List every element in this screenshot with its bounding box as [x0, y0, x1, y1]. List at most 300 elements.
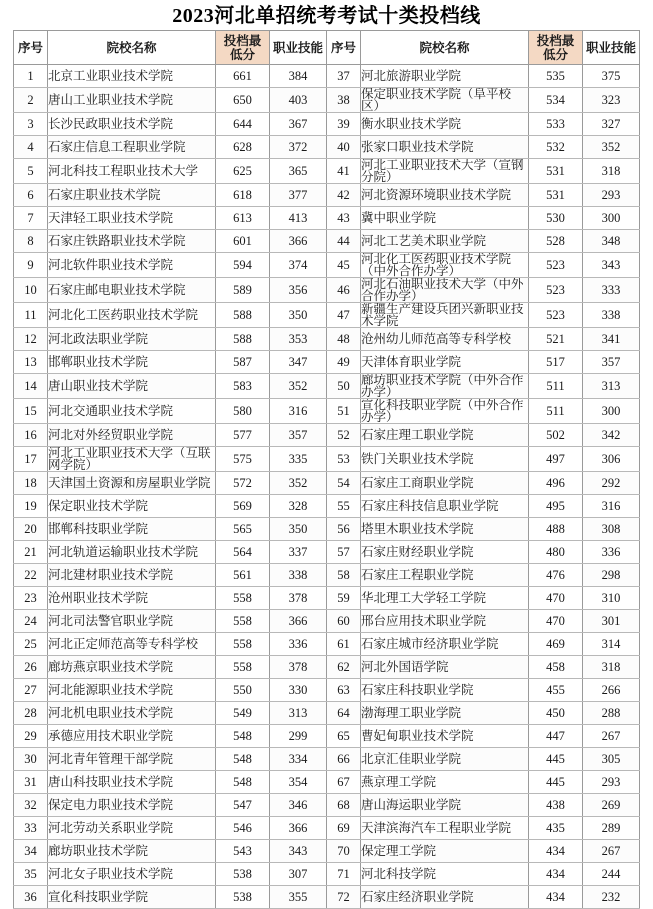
row-seq-right: 48: [327, 328, 361, 351]
row-skill-right: 292: [583, 472, 640, 495]
row-score-left: 594: [216, 253, 270, 278]
admission-score-table: [13, 30, 640, 909]
row-seq-right: 49: [327, 351, 361, 374]
row-seq-right: 52: [327, 424, 361, 447]
row-score-right: 523: [529, 253, 583, 278]
row-score-right: 496: [529, 472, 583, 495]
row-name-right: 河北化工医药职业技术学院（中外合作办学）: [361, 253, 529, 278]
row-seq-right: 50: [327, 374, 361, 399]
row-score-left: 661: [216, 65, 270, 88]
table-row: [14, 447, 640, 472]
row-score-right: 531: [529, 159, 583, 184]
row-seq-left: 6: [14, 184, 48, 207]
row-name-left: 石家庄信息工程职业学院: [48, 136, 216, 159]
row-skill-right: 357: [583, 351, 640, 374]
row-score-right: 511: [529, 399, 583, 424]
row-seq-right: 42: [327, 184, 361, 207]
row-skill-left: 367: [270, 113, 327, 136]
row-seq-right: 68: [327, 794, 361, 817]
row-name-left: 河北化工医药职业技术学院: [48, 303, 216, 328]
row-seq-left: 5: [14, 159, 48, 184]
header-skill-left: 职业技能: [270, 31, 327, 65]
row-skill-left: 316: [270, 399, 327, 424]
table-row: [14, 113, 640, 136]
row-seq-right: 53: [327, 447, 361, 472]
row-score-left: 564: [216, 541, 270, 564]
table-body: [14, 65, 640, 909]
row-seq-right: 37: [327, 65, 361, 88]
row-skill-right: 310: [583, 587, 640, 610]
row-name-left: 天津国土资源和房屋职业学院: [48, 472, 216, 495]
header-name-left: 院校名称: [48, 31, 216, 65]
row-name-right: 北京汇佳职业学院: [361, 748, 529, 771]
row-seq-left: 8: [14, 230, 48, 253]
table-row: [14, 303, 640, 328]
row-seq-left: 19: [14, 495, 48, 518]
row-name-left: 廊坊燕京职业技术学院: [48, 656, 216, 679]
row-name-left: 唐山工业职业技术学院: [48, 88, 216, 113]
row-score-left: 575: [216, 447, 270, 472]
row-name-left: 保定职业技术学院: [48, 495, 216, 518]
row-name-right: 石家庄理工职业学院: [361, 424, 529, 447]
table-row: [14, 351, 640, 374]
row-skill-right: 266: [583, 679, 640, 702]
row-skill-left: 334: [270, 748, 327, 771]
row-name-right: 石家庄经济职业学院: [361, 886, 529, 909]
row-skill-left: 365: [270, 159, 327, 184]
row-score-right: 511: [529, 374, 583, 399]
row-name-right: 曹妃甸职业技术学院: [361, 725, 529, 748]
row-score-right: 534: [529, 88, 583, 113]
row-seq-right: 46: [327, 278, 361, 303]
row-seq-right: 59: [327, 587, 361, 610]
row-seq-left: 11: [14, 303, 48, 328]
row-score-right: 517: [529, 351, 583, 374]
row-name-left: 河北能源职业技术学院: [48, 679, 216, 702]
table-row: [14, 253, 640, 278]
row-name-right: 保定理工学院: [361, 840, 529, 863]
row-score-right: 531: [529, 184, 583, 207]
row-score-left: 558: [216, 656, 270, 679]
row-seq-right: 72: [327, 886, 361, 909]
row-score-right: 470: [529, 587, 583, 610]
row-seq-left: 22: [14, 564, 48, 587]
row-name-left: 廊坊职业技术学院: [48, 840, 216, 863]
row-seq-right: 65: [327, 725, 361, 748]
row-name-left: 石家庄职业技术学院: [48, 184, 216, 207]
row-score-left: 613: [216, 207, 270, 230]
row-skill-right: 323: [583, 88, 640, 113]
table-row: [14, 184, 640, 207]
row-name-right: 保定职业技术学院（阜平校区）: [361, 88, 529, 113]
row-score-right: 521: [529, 328, 583, 351]
row-name-left: 沧州职业技术学院: [48, 587, 216, 610]
header-score-left-line2: 低分: [229, 47, 255, 62]
row-skill-right: 308: [583, 518, 640, 541]
row-name-right: 河北科技学院: [361, 863, 529, 886]
row-seq-right: 69: [327, 817, 361, 840]
row-skill-left: 357: [270, 424, 327, 447]
row-name-right: 冀中职业学院: [361, 207, 529, 230]
row-name-left: 河北政法职业学院: [48, 328, 216, 351]
row-seq-left: 4: [14, 136, 48, 159]
row-skill-right: 267: [583, 725, 640, 748]
row-score-right: 445: [529, 748, 583, 771]
row-name-right: 河北旅游职业学院: [361, 65, 529, 88]
score-table-container: [13, 30, 640, 909]
table-row: [14, 771, 640, 794]
page-title: 2023河北单招统考考试十类投档线: [172, 5, 481, 27]
row-skill-left: 403: [270, 88, 327, 113]
row-seq-right: 45: [327, 253, 361, 278]
row-skill-left: 350: [270, 518, 327, 541]
row-skill-left: 313: [270, 702, 327, 725]
row-skill-left: 330: [270, 679, 327, 702]
row-skill-right: 306: [583, 447, 640, 472]
table-row: [14, 230, 640, 253]
row-skill-left: 337: [270, 541, 327, 564]
row-seq-left: 32: [14, 794, 48, 817]
row-seq-left: 1: [14, 65, 48, 88]
row-skill-right: 269: [583, 794, 640, 817]
row-skill-left: 377: [270, 184, 327, 207]
row-score-left: 549: [216, 702, 270, 725]
table-row: [14, 518, 640, 541]
header-skill-right: 职业技能: [583, 31, 640, 65]
row-skill-right: 327: [583, 113, 640, 136]
row-score-left: 548: [216, 748, 270, 771]
row-name-right: 廊坊职业技术学院（中外合作办学）: [361, 374, 529, 399]
row-skill-left: 335: [270, 447, 327, 472]
row-seq-left: 34: [14, 840, 48, 863]
row-name-right: 张家口职业技术学院: [361, 136, 529, 159]
row-skill-left: 384: [270, 65, 327, 88]
table-row: [14, 702, 640, 725]
row-score-left: 601: [216, 230, 270, 253]
row-seq-right: 70: [327, 840, 361, 863]
row-name-left: 河北软件职业技术学院: [48, 253, 216, 278]
row-score-right: 528: [529, 230, 583, 253]
row-skill-right: 314: [583, 633, 640, 656]
row-name-right: 河北石油职业技术大学（中外合作办学）: [361, 278, 529, 303]
row-seq-left: 12: [14, 328, 48, 351]
table-row: [14, 495, 640, 518]
row-skill-right: 244: [583, 863, 640, 886]
row-name-right: 天津滨海汽车工程职业学院: [361, 817, 529, 840]
row-score-right: 480: [529, 541, 583, 564]
row-skill-right: 298: [583, 564, 640, 587]
row-skill-right: 288: [583, 702, 640, 725]
row-score-left: 588: [216, 303, 270, 328]
row-skill-left: 346: [270, 794, 327, 817]
row-score-left: 550: [216, 679, 270, 702]
row-seq-left: 21: [14, 541, 48, 564]
row-seq-left: 17: [14, 447, 48, 472]
row-seq-left: 25: [14, 633, 48, 656]
row-name-right: 新疆生产建设兵团兴新职业技术学院: [361, 303, 529, 328]
row-score-left: 650: [216, 88, 270, 113]
row-seq-left: 28: [14, 702, 48, 725]
row-name-right: 石家庄城市经济职业学院: [361, 633, 529, 656]
row-score-right: 530: [529, 207, 583, 230]
row-name-right: 塔里木职业技术学院: [361, 518, 529, 541]
row-score-left: 565: [216, 518, 270, 541]
row-seq-right: 43: [327, 207, 361, 230]
row-seq-left: 35: [14, 863, 48, 886]
row-seq-left: 30: [14, 748, 48, 771]
row-score-right: 434: [529, 840, 583, 863]
row-seq-right: 55: [327, 495, 361, 518]
row-score-left: 618: [216, 184, 270, 207]
row-name-left: 河北劳动关系职业学院: [48, 817, 216, 840]
row-name-left: 河北机电职业技术学院: [48, 702, 216, 725]
row-seq-right: 62: [327, 656, 361, 679]
row-skill-right: 316: [583, 495, 640, 518]
table-row: [14, 159, 640, 184]
row-score-left: 547: [216, 794, 270, 817]
row-seq-left: 2: [14, 88, 48, 113]
row-seq-left: 15: [14, 399, 48, 424]
table-row: [14, 136, 640, 159]
row-seq-right: 56: [327, 518, 361, 541]
row-skill-right: 318: [583, 656, 640, 679]
row-score-left: 577: [216, 424, 270, 447]
row-score-right: 470: [529, 610, 583, 633]
header-seq-right: 序号: [327, 31, 361, 65]
row-seq-right: 40: [327, 136, 361, 159]
row-skill-left: 343: [270, 840, 327, 863]
row-score-left: 558: [216, 587, 270, 610]
row-name-left: 北京工业职业技术学院: [48, 65, 216, 88]
row-name-left: 保定电力职业技术学院: [48, 794, 216, 817]
row-name-right: 渤海理工职业学院: [361, 702, 529, 725]
table-row: [14, 794, 640, 817]
row-skill-right: 300: [583, 207, 640, 230]
row-score-left: 625: [216, 159, 270, 184]
row-name-left: 邯郸科技职业学院: [48, 518, 216, 541]
row-name-left: 唐山职业技术学院: [48, 374, 216, 399]
header-score-right-line2: 低分: [542, 47, 568, 62]
row-skill-left: 366: [270, 817, 327, 840]
row-score-left: 546: [216, 817, 270, 840]
row-score-left: 548: [216, 725, 270, 748]
table-row: [14, 424, 640, 447]
row-skill-right: 342: [583, 424, 640, 447]
row-score-right: 502: [529, 424, 583, 447]
row-score-right: 434: [529, 863, 583, 886]
row-score-left: 558: [216, 610, 270, 633]
row-name-right: 铁门关职业技术学院: [361, 447, 529, 472]
row-score-right: 469: [529, 633, 583, 656]
row-skill-right: 338: [583, 303, 640, 328]
row-name-right: 石家庄工商职业学院: [361, 472, 529, 495]
row-skill-left: 350: [270, 303, 327, 328]
table-row: [14, 633, 640, 656]
row-score-right: 455: [529, 679, 583, 702]
header-row: [14, 31, 640, 65]
row-seq-right: 67: [327, 771, 361, 794]
row-score-right: 435: [529, 817, 583, 840]
row-skill-right: 267: [583, 840, 640, 863]
table-row: [14, 472, 640, 495]
row-seq-left: 24: [14, 610, 48, 633]
row-seq-left: 33: [14, 817, 48, 840]
row-seq-right: 41: [327, 159, 361, 184]
row-name-left: 河北青年管理干部学院: [48, 748, 216, 771]
header-score-right-line1: 投档最: [536, 33, 575, 48]
row-skill-left: 353: [270, 328, 327, 351]
row-skill-left: 374: [270, 253, 327, 278]
table-row: [14, 564, 640, 587]
row-skill-left: 372: [270, 136, 327, 159]
table-row: [14, 725, 640, 748]
row-seq-left: 20: [14, 518, 48, 541]
header-score-left: [216, 31, 270, 65]
row-seq-right: 39: [327, 113, 361, 136]
row-name-right: 石家庄工程职业学院: [361, 564, 529, 587]
row-score-right: 533: [529, 113, 583, 136]
row-score-right: 535: [529, 65, 583, 88]
row-seq-right: 44: [327, 230, 361, 253]
row-name-left: 邯郸职业技术学院: [48, 351, 216, 374]
row-skill-left: 352: [270, 472, 327, 495]
row-score-right: 447: [529, 725, 583, 748]
row-score-right: 450: [529, 702, 583, 725]
row-score-right: 438: [529, 794, 583, 817]
row-seq-left: 36: [14, 886, 48, 909]
row-name-right: 石家庄财经职业学院: [361, 541, 529, 564]
row-score-left: 583: [216, 374, 270, 399]
row-skill-left: 366: [270, 230, 327, 253]
table-row: [14, 863, 640, 886]
row-score-left: 588: [216, 328, 270, 351]
row-name-right: 唐山海运职业学院: [361, 794, 529, 817]
row-seq-right: 38: [327, 88, 361, 113]
row-score-right: 458: [529, 656, 583, 679]
row-skill-right: 305: [583, 748, 640, 771]
row-score-right: 445: [529, 771, 583, 794]
row-score-right: 488: [529, 518, 583, 541]
row-name-left: 河北司法警官职业学院: [48, 610, 216, 633]
header-score-left-line1: 投档最: [223, 33, 262, 48]
row-score-left: 589: [216, 278, 270, 303]
row-skill-left: 347: [270, 351, 327, 374]
row-seq-right: 54: [327, 472, 361, 495]
table-row: [14, 207, 640, 230]
row-skill-right: 341: [583, 328, 640, 351]
row-name-right: 衡水职业技术学院: [361, 113, 529, 136]
row-score-left: 644: [216, 113, 270, 136]
row-seq-left: 14: [14, 374, 48, 399]
row-seq-left: 23: [14, 587, 48, 610]
row-name-left: 石家庄邮电职业技术学院: [48, 278, 216, 303]
row-seq-right: 47: [327, 303, 361, 328]
row-score-left: 587: [216, 351, 270, 374]
row-skill-right: 301: [583, 610, 640, 633]
table-row: [14, 886, 640, 909]
row-seq-left: 31: [14, 771, 48, 794]
table-row: [14, 610, 640, 633]
row-seq-left: 29: [14, 725, 48, 748]
row-skill-left: 307: [270, 863, 327, 886]
table-row: [14, 278, 640, 303]
row-skill-left: 366: [270, 610, 327, 633]
row-name-left: 河北轨道运输职业技术学院: [48, 541, 216, 564]
row-skill-left: 356: [270, 278, 327, 303]
row-skill-right: 313: [583, 374, 640, 399]
row-name-right: 石家庄科技职业学院: [361, 679, 529, 702]
row-name-left: 宣化科技职业学院: [48, 886, 216, 909]
row-score-right: 523: [529, 303, 583, 328]
row-skill-right: 348: [583, 230, 640, 253]
row-seq-right: 58: [327, 564, 361, 587]
row-seq-right: 63: [327, 679, 361, 702]
row-skill-right: 293: [583, 771, 640, 794]
row-seq-left: 18: [14, 472, 48, 495]
row-seq-left: 26: [14, 656, 48, 679]
row-name-left: 河北女子职业技术学院: [48, 863, 216, 886]
row-skill-left: 378: [270, 656, 327, 679]
row-seq-right: 51: [327, 399, 361, 424]
row-score-right: 476: [529, 564, 583, 587]
table-row: [14, 374, 640, 399]
row-name-right: 河北工业职业技术大学（宣钢分院）: [361, 159, 529, 184]
header-seq-left: 序号: [14, 31, 48, 65]
row-skill-left: 352: [270, 374, 327, 399]
row-name-right: 华北理工大学轻工学院: [361, 587, 529, 610]
row-skill-right: 232: [583, 886, 640, 909]
row-score-left: 558: [216, 633, 270, 656]
row-seq-left: 3: [14, 113, 48, 136]
header-score-right: [529, 31, 583, 65]
row-name-right: 邢台应用技术职业学院: [361, 610, 529, 633]
row-seq-left: 10: [14, 278, 48, 303]
row-skill-right: 375: [583, 65, 640, 88]
row-name-left: 河北交通职业技术学院: [48, 399, 216, 424]
row-skill-right: 343: [583, 253, 640, 278]
header-name-right: 院校名称: [361, 31, 529, 65]
row-seq-right: 71: [327, 863, 361, 886]
row-name-left: 河北正定师范高等专科学校: [48, 633, 216, 656]
row-name-left: 河北科技工程职业技术大学: [48, 159, 216, 184]
row-name-left: 河北工业职业技术大学（互联网学院）: [48, 447, 216, 472]
row-name-left: 石家庄铁路职业技术学院: [48, 230, 216, 253]
row-name-left: 河北对外经贸职业学院: [48, 424, 216, 447]
row-score-right: 434: [529, 886, 583, 909]
row-skill-right: 318: [583, 159, 640, 184]
row-seq-right: 60: [327, 610, 361, 633]
row-name-left: 唐山科技职业技术学院: [48, 771, 216, 794]
row-skill-right: 293: [583, 184, 640, 207]
row-name-right: 燕京理工学院: [361, 771, 529, 794]
row-skill-left: 328: [270, 495, 327, 518]
row-score-left: 569: [216, 495, 270, 518]
table-row: [14, 65, 640, 88]
row-skill-right: 336: [583, 541, 640, 564]
row-score-left: 538: [216, 863, 270, 886]
row-name-left: 承德应用技术职业学院: [48, 725, 216, 748]
row-seq-left: 7: [14, 207, 48, 230]
row-score-right: 497: [529, 447, 583, 472]
table-row: [14, 88, 640, 113]
row-skill-left: 413: [270, 207, 327, 230]
row-score-left: 572: [216, 472, 270, 495]
row-seq-left: 9: [14, 253, 48, 278]
table-row: [14, 328, 640, 351]
row-skill-left: 378: [270, 587, 327, 610]
row-score-right: 523: [529, 278, 583, 303]
row-skill-right: 289: [583, 817, 640, 840]
